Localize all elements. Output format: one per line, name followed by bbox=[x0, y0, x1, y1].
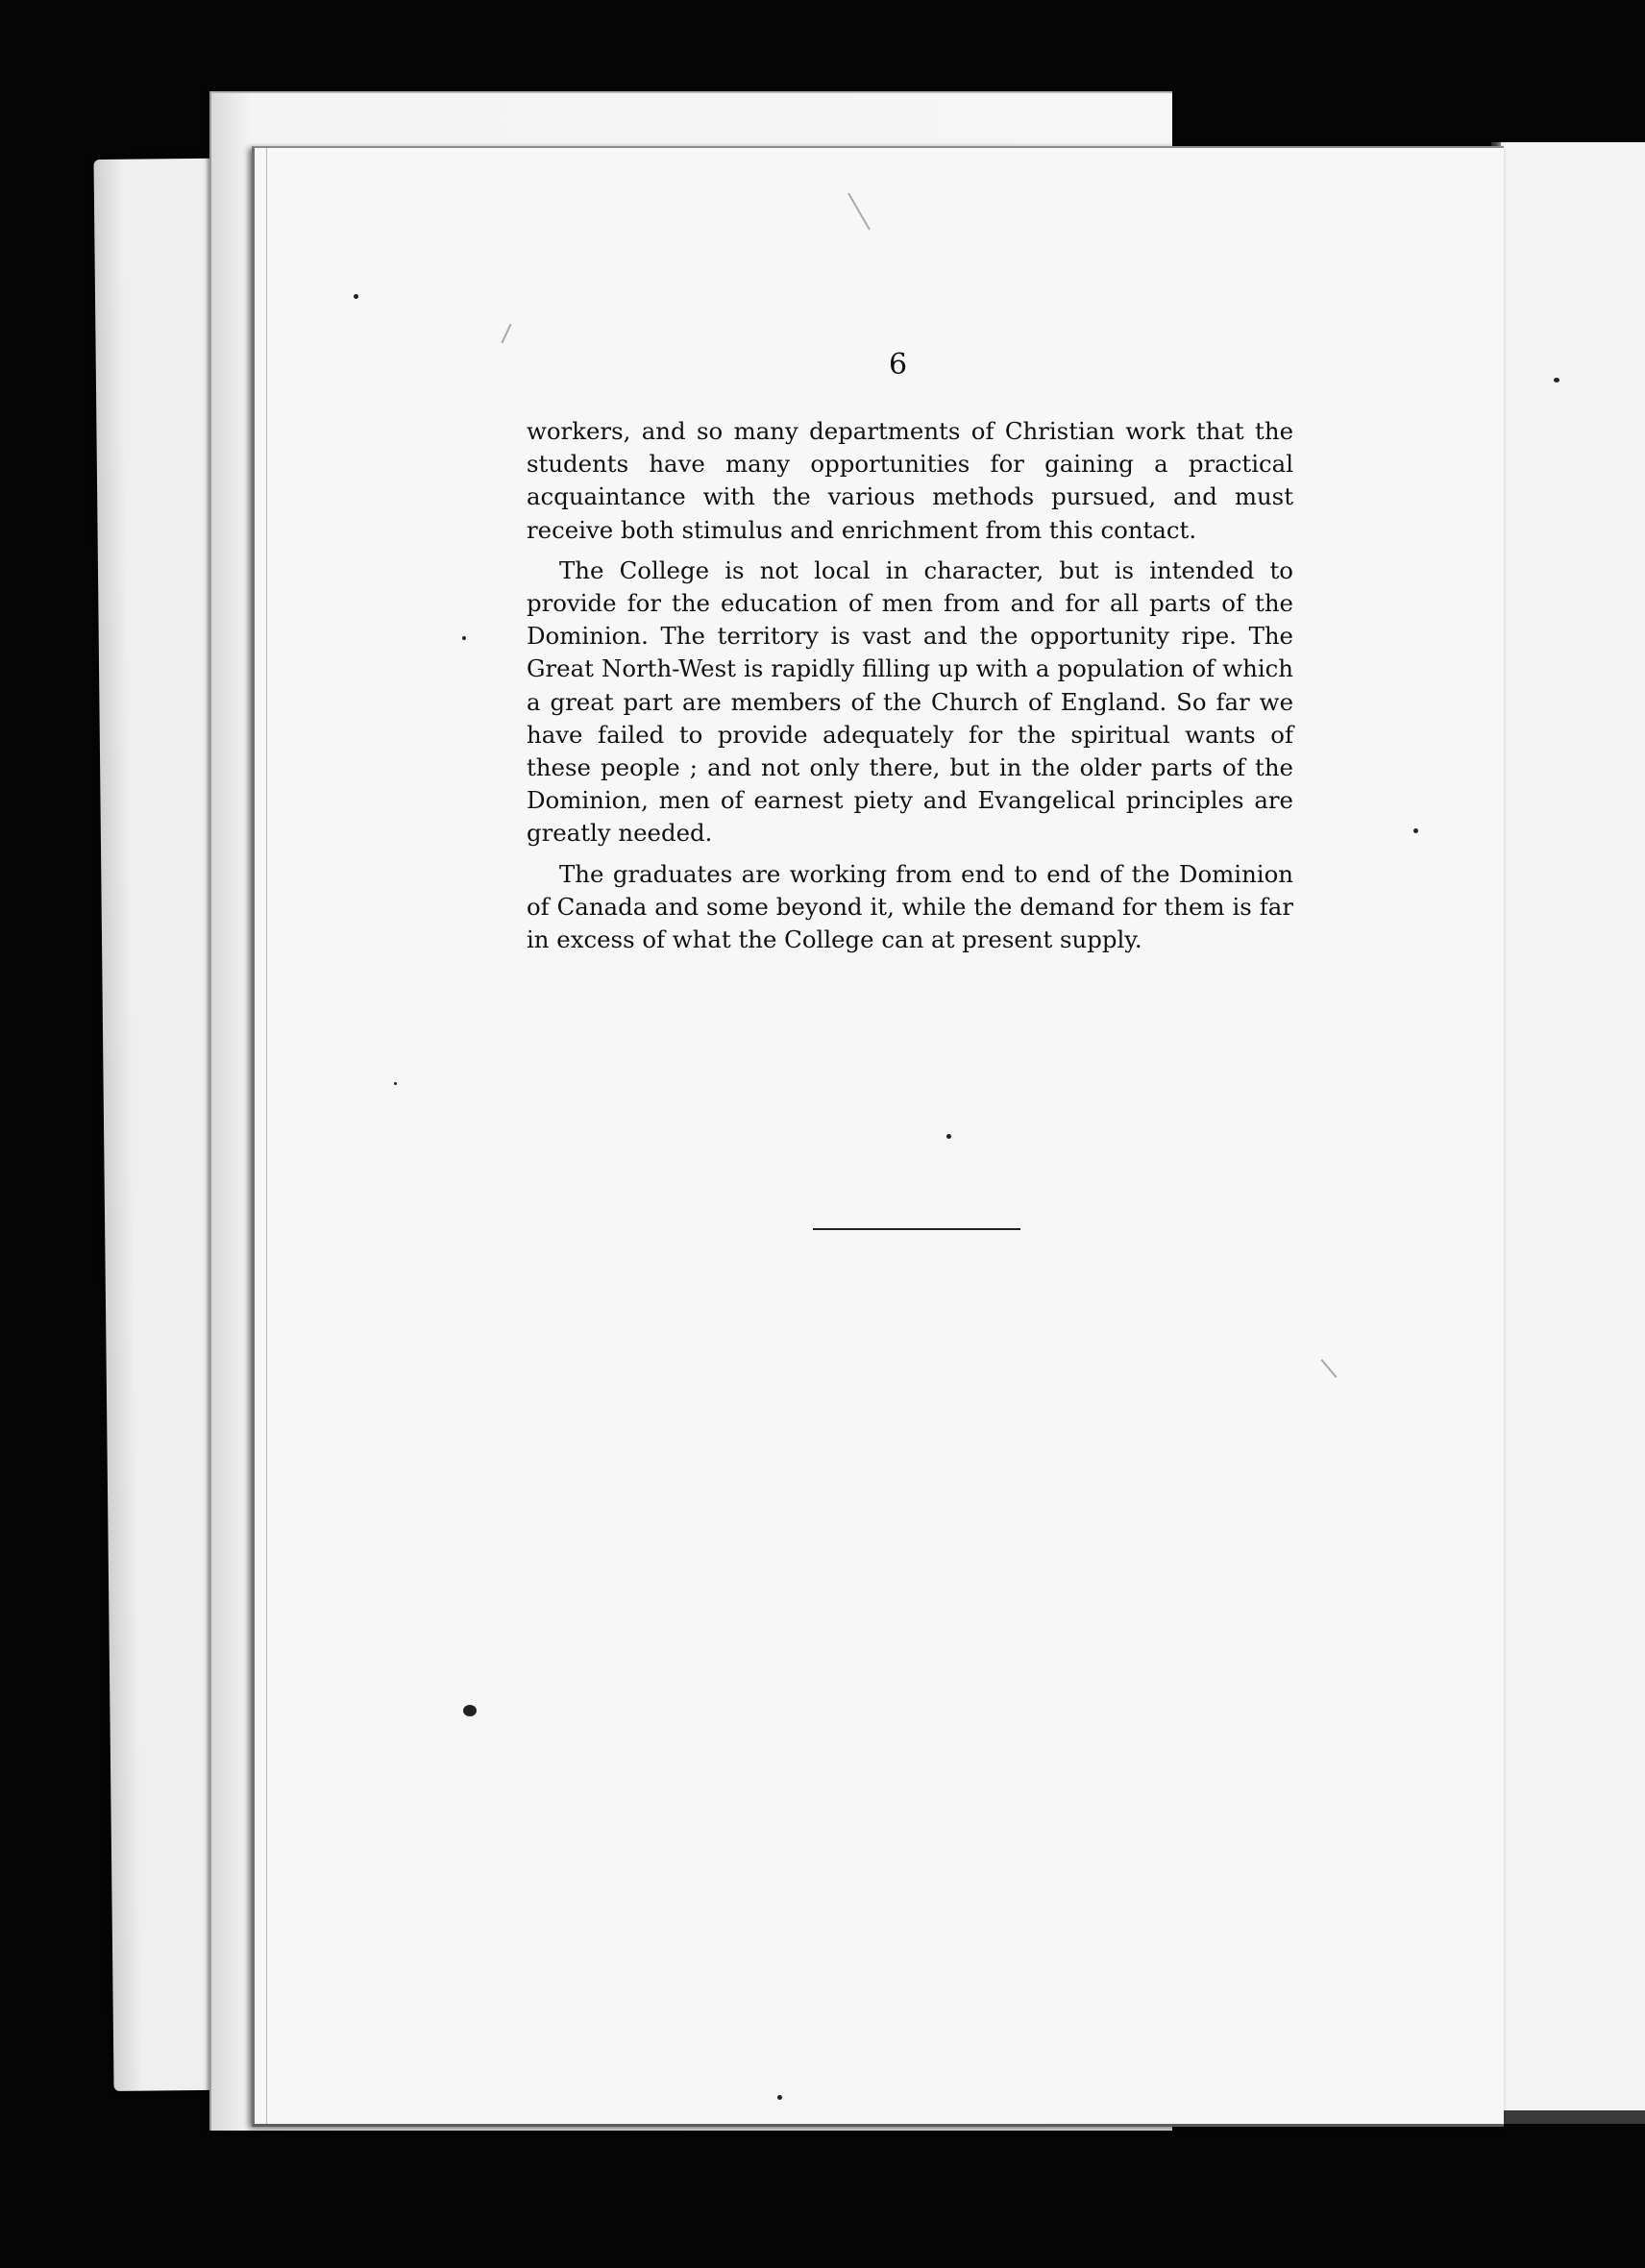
speck bbox=[777, 2095, 782, 2100]
paragraph-1: workers, and so many departments of Christian work that the students have many opportunities for gaining a practical acquaintance with the various methods pursued, and must receive both stimulus and enrichment from this contact. bbox=[527, 417, 1293, 544]
speck bbox=[1554, 378, 1559, 382]
page-number: 6 bbox=[889, 348, 908, 382]
speck bbox=[354, 294, 358, 299]
speck bbox=[394, 1082, 397, 1085]
speck bbox=[1413, 828, 1418, 833]
paragraph-2: The College is not local in character, but is intended to provide for the education of men from and for all parts of the Dominion. The territory is vast and the opportunity ripe. The Great North-West is rapidly filling up with a population of which a great part are members of the Church of England. So far we have failed to provide adequately for the spiritual wants of these people ; and not only there, but in the older parts of the Dominion, men of earnest piety and Evangelical principles are greatly needed. bbox=[527, 555, 1293, 848]
paragraph-3: The graduates are working from end to end of the Dominion of Canada and some beyond it, while the demand for them is far in excess of what the College can at present supply. bbox=[527, 859, 1293, 954]
facing-page-edge bbox=[1501, 2110, 1645, 2124]
section-divider bbox=[813, 1228, 1020, 1230]
speck bbox=[462, 636, 466, 640]
body-text bbox=[527, 415, 1293, 964]
speck bbox=[946, 1134, 951, 1139]
ink-blot bbox=[463, 1705, 477, 1716]
facing-page bbox=[1501, 142, 1645, 2124]
